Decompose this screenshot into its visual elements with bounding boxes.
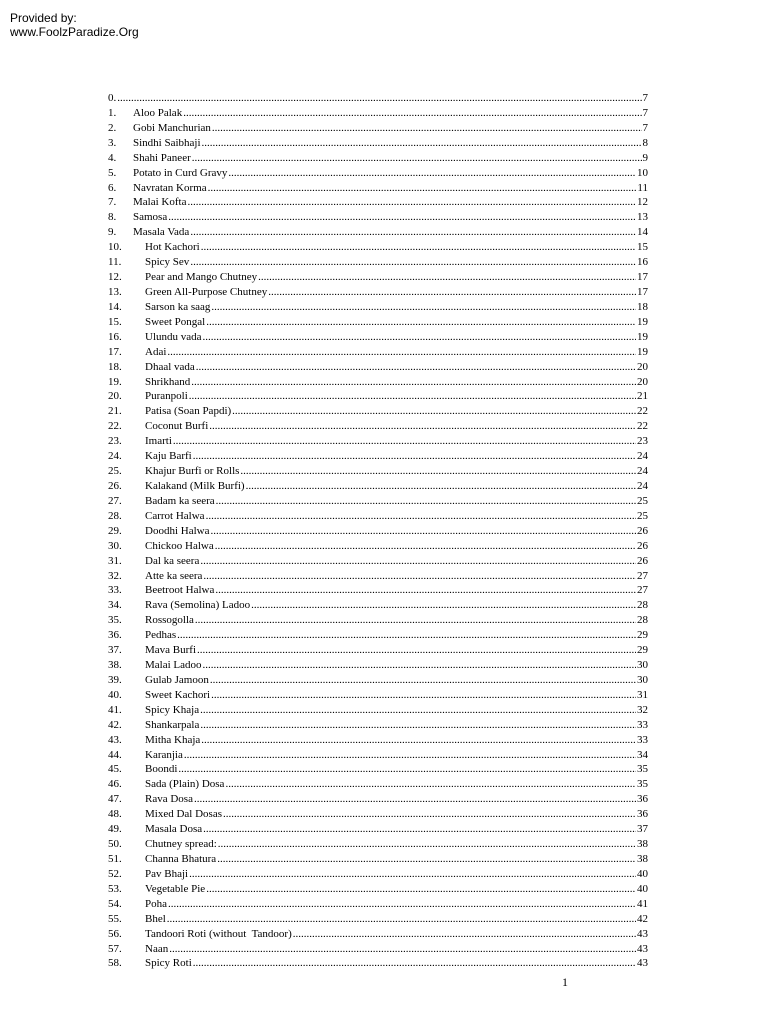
toc-entry-page: 35 <box>637 763 648 776</box>
toc-entry-title: Kalakand (Milk Burfi) <box>145 479 245 492</box>
toc-dot-leader <box>203 658 636 673</box>
toc-entry[interactable] <box>108 315 648 330</box>
toc-entry-title: Sweet Kachori <box>145 688 211 701</box>
toc-entry[interactable] <box>108 240 648 255</box>
toc-entry-number: 37. <box>108 644 122 657</box>
toc-dot-leader <box>167 912 636 927</box>
toc-entry[interactable] <box>108 225 648 240</box>
toc-entry-page: 15 <box>637 241 648 254</box>
toc-entry-page: 24 <box>637 479 648 492</box>
toc-entry-title: Puranpoli <box>145 390 188 403</box>
toc-entry[interactable] <box>108 166 648 181</box>
toc-entry[interactable] <box>108 598 648 613</box>
toc-entry-page: 38 <box>637 853 648 866</box>
toc-entry-number: 17. <box>108 345 122 358</box>
toc-entry-page: 30 <box>637 659 648 672</box>
toc-entry-number: 12. <box>108 271 122 284</box>
toc-entry-page: 19 <box>637 345 648 358</box>
toc-dot-leader <box>251 598 636 613</box>
toc-entry-number: 43. <box>108 733 122 746</box>
toc-dot-leader <box>168 897 636 912</box>
toc-entry-title: Karanjia <box>145 748 183 761</box>
toc-dot-leader <box>194 792 636 807</box>
toc-entry[interactable] <box>108 807 648 822</box>
toc-entry-number: 49. <box>108 823 122 836</box>
toc-entry-page: 40 <box>637 882 648 895</box>
toc-dot-leader <box>190 225 636 240</box>
toc-entry-title: Badam ka seera <box>145 494 215 507</box>
toc-entry[interactable] <box>108 345 648 360</box>
toc-dot-leader <box>203 330 636 345</box>
toc-entry-number: 41. <box>108 703 122 716</box>
toc-entry-title: Boondi <box>145 763 178 776</box>
toc-entry-page: 27 <box>637 569 648 582</box>
toc-dot-leader <box>206 509 636 524</box>
toc-entry[interactable] <box>108 300 648 315</box>
toc-dot-leader <box>193 449 636 464</box>
toc-entry-number: 47. <box>108 793 122 806</box>
toc-dot-leader <box>184 748 636 763</box>
toc-entry-title: Green All-Purpose Chutney <box>145 285 268 298</box>
toc-entry[interactable] <box>108 464 648 479</box>
toc-dot-leader <box>167 345 636 360</box>
toc-dot-leader <box>210 524 636 539</box>
toc-entry-title: Malai Kofta <box>133 196 187 209</box>
toc-entry-page: 12 <box>637 196 648 209</box>
toc-entry-number: 55. <box>108 912 122 925</box>
toc-entry-title: Dal ka seera <box>145 554 200 567</box>
toc-entry[interactable] <box>108 927 648 942</box>
toc-entry-number: 33. <box>108 584 122 597</box>
toc-entry-page: 27 <box>637 584 648 597</box>
toc-entry-number: 36. <box>108 629 122 642</box>
toc-entry-title: Mava Burfi <box>145 644 197 657</box>
toc-dot-leader <box>258 270 636 285</box>
toc-entry-page: 20 <box>637 360 648 373</box>
toc-dot-leader <box>216 494 636 509</box>
toc-entry-number: 13. <box>108 285 122 298</box>
toc-entry-number: 32. <box>108 569 122 582</box>
toc-entry-title: Aloo Palak <box>133 106 183 119</box>
toc-entry[interactable] <box>108 151 648 166</box>
toc-entry[interactable] <box>108 554 648 569</box>
toc-entry[interactable] <box>108 688 648 703</box>
toc-entry[interactable] <box>108 404 648 419</box>
toc-entry[interactable] <box>108 912 648 927</box>
toc-entry-number: 1. <box>108 106 117 119</box>
toc-entry-number: 54. <box>108 897 122 910</box>
toc-entry-page: 24 <box>637 465 648 478</box>
toc-dot-leader <box>193 956 636 971</box>
toc-entry-title: Beetroot Halwa <box>145 584 215 597</box>
toc-entry-page: 7 <box>642 121 648 134</box>
toc-dot-leader <box>246 479 636 494</box>
toc-entry[interactable] <box>108 106 648 121</box>
toc-dot-leader <box>203 569 636 584</box>
toc-entry[interactable] <box>108 210 648 225</box>
toc-entry-title: Masala Dosa <box>145 823 203 836</box>
toc-entry-title: Sindhi Saibhaji <box>133 136 201 149</box>
toc-entry-page: 36 <box>637 808 648 821</box>
toc-entry-number: 58. <box>108 957 122 970</box>
toc-entry-title: Mixed Dal Dosas <box>145 808 222 821</box>
toc-dot-leader <box>173 434 636 449</box>
toc-dot-leader <box>196 360 636 375</box>
toc-entry-title: Navratan Korma <box>133 181 207 194</box>
toc-entry[interactable] <box>108 837 648 852</box>
toc-entry-number: 44. <box>108 748 122 761</box>
toc-dot-leader <box>203 822 636 837</box>
toc-entry-title: Shahi Paneer <box>133 151 191 164</box>
toc-entry-number: 19. <box>108 375 122 388</box>
toc-entry-page: 7 <box>642 92 648 104</box>
toc-entry[interactable] <box>108 360 648 375</box>
toc-entry[interactable] <box>108 270 648 285</box>
toc-entry[interactable] <box>108 419 648 434</box>
toc-entry[interactable] <box>108 733 648 748</box>
toc-entry-title: Sarson ka saag <box>145 300 211 313</box>
toc-entry-page: 36 <box>637 793 648 806</box>
toc-entry-page: 28 <box>637 614 648 627</box>
toc-dot-leader <box>195 613 636 628</box>
toc-entry-title: Vegetable Pie <box>145 882 206 895</box>
toc-entry-title: Chickoo Halwa <box>145 539 214 552</box>
toc-dot-leader <box>168 210 636 225</box>
toc-entry[interactable] <box>108 792 648 807</box>
toc-entry-number: 28. <box>108 509 122 522</box>
toc-entry[interactable] <box>108 434 648 449</box>
toc-entry-number: 10. <box>108 241 122 254</box>
toc-dot-leader <box>117 91 641 106</box>
toc-entry-title: Khajur Burfi or Rolls <box>145 465 240 478</box>
provided-by-header <box>10 11 139 39</box>
toc-entry-number: 21. <box>108 405 122 418</box>
table-of-contents <box>108 91 648 971</box>
toc-entry-page: 13 <box>637 211 648 224</box>
toc-entry[interactable] <box>108 524 648 539</box>
toc-entry-page: 42 <box>637 912 648 925</box>
toc-dot-leader <box>209 419 636 434</box>
toc-entry[interactable] <box>108 762 648 777</box>
toc-entry[interactable] <box>108 867 648 882</box>
toc-entry[interactable] <box>108 91 648 106</box>
toc-entry-page: 25 <box>637 509 648 522</box>
toc-entry-number: 50. <box>108 838 122 851</box>
toc-entry[interactable] <box>108 583 648 598</box>
toc-entry-title: Rossogolla <box>145 614 194 627</box>
toc-dot-leader <box>178 762 636 777</box>
toc-dot-leader <box>202 136 642 151</box>
toc-entry[interactable] <box>108 479 648 494</box>
toc-entry-number: 0. <box>108 92 117 104</box>
toc-entry-title: Ulundu vada <box>145 330 202 343</box>
provided-by-url: www.FoolzParadize.Org <box>10 25 139 39</box>
toc-entry-number: 29. <box>108 524 122 537</box>
toc-entry-title: Pav Bhaji <box>145 867 189 880</box>
toc-entry-number: 46. <box>108 778 122 791</box>
toc-dot-leader <box>240 464 636 479</box>
toc-dot-leader <box>206 882 636 897</box>
toc-entry-title: Spicy Khaja <box>145 703 200 716</box>
toc-entry-page: 16 <box>637 256 648 269</box>
toc-entry-title: Atte ka seera <box>145 569 203 582</box>
toc-entry-title: Rava Dosa <box>145 793 193 806</box>
toc-entry-page: 11 <box>637 181 648 194</box>
toc-entry-page: 32 <box>637 703 648 716</box>
toc-entry[interactable] <box>108 852 648 867</box>
toc-entry-title: Sada (Plain) Dosa <box>145 778 225 791</box>
toc-entry-page: 22 <box>637 420 648 433</box>
toc-entry-page: 19 <box>637 330 648 343</box>
page-number: 1 <box>562 975 568 989</box>
toc-entry-page: 20 <box>637 375 648 388</box>
toc-entry-page: 40 <box>637 867 648 880</box>
toc-entry[interactable] <box>108 748 648 763</box>
toc-entry[interactable] <box>108 777 648 792</box>
toc-entry-number: 30. <box>108 539 122 552</box>
toc-entry-number: 52. <box>108 867 122 880</box>
toc-entry-number: 42. <box>108 718 122 731</box>
toc-entry-page: 26 <box>637 539 648 552</box>
toc-entry-page: 17 <box>637 271 648 284</box>
toc-entry[interactable] <box>108 255 648 270</box>
toc-entry-number: 48. <box>108 808 122 821</box>
toc-entry[interactable] <box>108 956 648 971</box>
toc-entry-number: 53. <box>108 882 122 895</box>
toc-entry-number: 2. <box>108 121 117 134</box>
toc-entry-page: 22 <box>637 405 648 418</box>
provided-by-label: Provided by: <box>10 11 77 25</box>
toc-entry[interactable] <box>108 136 648 151</box>
toc-entry-title: Bhel <box>145 912 166 925</box>
toc-entry[interactable] <box>108 494 648 509</box>
toc-entry-page: 43 <box>637 927 648 940</box>
toc-entry[interactable] <box>108 882 648 897</box>
toc-entry-title: Malai Ladoo <box>145 659 202 672</box>
toc-entry-page: 9 <box>642 151 648 164</box>
toc-entry-number: 56. <box>108 927 122 940</box>
toc-entry[interactable] <box>108 330 648 345</box>
toc-entry[interactable] <box>108 121 648 136</box>
toc-dot-leader <box>200 703 636 718</box>
toc-entry-page: 19 <box>637 315 648 328</box>
toc-dot-leader <box>228 166 636 181</box>
toc-entry-page: 26 <box>637 524 648 537</box>
toc-entry-page: 23 <box>637 435 648 448</box>
toc-dot-leader <box>268 285 636 300</box>
toc-entry-title: Pear and Mango Chutney <box>145 271 258 284</box>
toc-entry-page: 34 <box>637 748 648 761</box>
toc-dot-leader <box>208 181 637 196</box>
toc-entry-title: Mitha Khaja <box>145 733 201 746</box>
toc-entry[interactable] <box>108 942 648 957</box>
toc-entry-number: 51. <box>108 853 122 866</box>
toc-entry-page: 33 <box>637 733 648 746</box>
toc-entry[interactable] <box>108 613 648 628</box>
toc-entry-page: 31 <box>637 688 648 701</box>
toc-entry[interactable] <box>108 703 648 718</box>
toc-dot-leader <box>197 643 636 658</box>
toc-entry-page: 7 <box>642 106 648 119</box>
toc-entry-title: Dhaal vada <box>145 360 195 373</box>
toc-dot-leader <box>217 852 636 867</box>
toc-entry-title: Gulab Jamoon <box>145 673 209 686</box>
toc-entry[interactable] <box>108 285 648 300</box>
toc-entry-page: 17 <box>637 285 648 298</box>
toc-entry-title: Poha <box>145 897 167 910</box>
toc-entry-number: 25. <box>108 465 122 478</box>
toc-entry-title: Potato in Curd Gravy <box>133 166 228 179</box>
toc-dot-leader <box>177 628 636 643</box>
toc-entry-number: 6. <box>108 181 117 194</box>
toc-entry-title: Tandoori Roti (without Tandoor) <box>145 927 292 940</box>
toc-dot-leader <box>210 673 636 688</box>
toc-entry-page: 25 <box>637 494 648 507</box>
toc-dot-leader <box>201 733 636 748</box>
toc-dot-leader <box>215 539 636 554</box>
toc-entry-number: 35. <box>108 614 122 627</box>
toc-dot-leader <box>232 404 636 419</box>
toc-entry-page: 21 <box>637 390 648 403</box>
toc-entry[interactable] <box>108 509 648 524</box>
toc-dot-leader <box>211 300 636 315</box>
toc-entry[interactable] <box>108 718 648 733</box>
toc-entry-title: Shankarpala <box>145 718 200 731</box>
toc-entry-title: Sweet Pongal <box>145 315 206 328</box>
toc-entry-page: 14 <box>637 226 648 239</box>
toc-entry-number: 34. <box>108 599 122 612</box>
toc-entry-page: 10 <box>637 166 648 179</box>
toc-entry-number: 23. <box>108 435 122 448</box>
toc-entry-page: 29 <box>637 629 648 642</box>
toc-entry-title: Rava (Semolina) Ladoo <box>145 599 251 612</box>
toc-entry-title: Chutney spread: <box>145 838 217 851</box>
toc-entry-number: 4. <box>108 151 117 164</box>
toc-entry[interactable] <box>108 389 648 404</box>
toc-entry[interactable] <box>108 643 648 658</box>
toc-entry-page: 30 <box>637 673 648 686</box>
toc-entry-number: 40. <box>108 688 122 701</box>
toc-entry-title: Channa Bhatura <box>145 853 217 866</box>
toc-entry-page: 38 <box>637 838 648 851</box>
toc-dot-leader <box>215 583 636 598</box>
toc-dot-leader <box>192 151 642 166</box>
toc-entry-title: Masala Vada <box>133 226 190 239</box>
toc-entry-title: Adai <box>145 345 167 358</box>
toc-entry[interactable] <box>108 673 648 688</box>
toc-entry-title: Doodhi Halwa <box>145 524 210 537</box>
toc-entry-page: 29 <box>637 644 648 657</box>
toc-entry-number: 7. <box>108 196 117 209</box>
toc-dot-leader <box>211 688 636 703</box>
toc-entry[interactable] <box>108 658 648 673</box>
toc-entry-title: Spicy Sev <box>145 256 190 269</box>
toc-dot-leader <box>190 255 636 270</box>
toc-entry-number: 3. <box>108 136 117 149</box>
toc-entry[interactable] <box>108 181 648 196</box>
toc-entry-number: 24. <box>108 450 122 463</box>
toc-entry-title: Pedhas <box>145 629 177 642</box>
toc-entry-title: Carrot Halwa <box>145 509 205 522</box>
toc-entry-page: 37 <box>637 823 648 836</box>
toc-dot-leader <box>169 942 636 957</box>
toc-entry-title: Samosa <box>133 211 168 224</box>
toc-entry-title: Naan <box>145 942 169 955</box>
toc-entry-page: 24 <box>637 450 648 463</box>
toc-entry-number: 22. <box>108 420 122 433</box>
toc-entry-title: Shrikhand <box>145 375 191 388</box>
toc-entry[interactable] <box>108 822 648 837</box>
toc-entry-number: 9. <box>108 226 117 239</box>
toc-entry-number: 57. <box>108 942 122 955</box>
toc-entry-title: Spicy Roti <box>145 957 192 970</box>
toc-entry-number: 16. <box>108 330 122 343</box>
toc-entry-number: 38. <box>108 659 122 672</box>
toc-entry-title: Patisa (Soan Papdi) <box>145 405 232 418</box>
toc-entry-page: 28 <box>637 599 648 612</box>
toc-entry-page: 41 <box>637 897 648 910</box>
toc-entry-page: 43 <box>637 942 648 955</box>
toc-entry[interactable] <box>108 449 648 464</box>
toc-entry-page: 26 <box>637 554 648 567</box>
toc-dot-leader <box>206 315 636 330</box>
toc-dot-leader <box>201 240 636 255</box>
toc-entry-page: 35 <box>637 778 648 791</box>
toc-entry[interactable] <box>108 375 648 390</box>
toc-entry-number: 8. <box>108 211 117 224</box>
toc-dot-leader <box>200 718 636 733</box>
toc-entry[interactable] <box>108 628 648 643</box>
toc-entry-number: 27. <box>108 494 122 507</box>
toc-dot-leader <box>189 867 636 882</box>
toc-entry-number: 31. <box>108 554 122 567</box>
toc-entry-title: Gobi Manchurian <box>133 121 211 134</box>
toc-dot-leader <box>183 106 641 121</box>
toc-entry-page: 8 <box>642 136 648 149</box>
toc-entry-number: 11. <box>108 256 122 269</box>
toc-dot-leader <box>223 807 636 822</box>
toc-entry-title: Coconut Burfi <box>145 420 209 433</box>
toc-dot-leader <box>200 554 636 569</box>
toc-entry-title: Hot Kachori <box>145 241 200 254</box>
toc-dot-leader <box>212 121 642 136</box>
toc-entry-number: 14. <box>108 300 122 313</box>
toc-entry-title: Imarti <box>145 435 172 448</box>
toc-dot-leader <box>293 927 636 942</box>
toc-entry-number: 15. <box>108 315 122 328</box>
toc-dot-leader <box>218 837 636 852</box>
toc-entry-title: Kaju Barfi <box>145 450 192 463</box>
toc-entry-number: 45. <box>108 763 122 776</box>
toc-entry-number: 18. <box>108 360 122 373</box>
toc-entry-number: 26. <box>108 479 122 492</box>
toc-entry-number: 20. <box>108 390 122 403</box>
toc-entry-page: 18 <box>637 300 648 313</box>
toc-entry[interactable] <box>108 897 648 912</box>
toc-entry-number: 39. <box>108 673 122 686</box>
toc-entry-page: 43 <box>637 957 648 970</box>
toc-entry[interactable] <box>108 539 648 554</box>
toc-dot-leader <box>187 195 636 210</box>
toc-entry[interactable] <box>108 195 648 210</box>
toc-dot-leader <box>225 777 636 792</box>
toc-dot-leader <box>191 375 636 390</box>
toc-entry[interactable] <box>108 569 648 584</box>
toc-dot-leader <box>189 389 636 404</box>
toc-entry-number: 5. <box>108 166 117 179</box>
toc-entry-page: 33 <box>637 718 648 731</box>
